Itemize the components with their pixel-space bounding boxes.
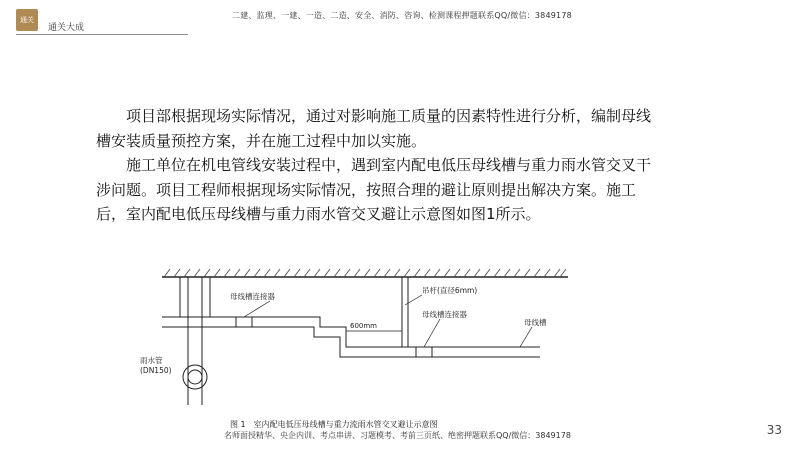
ceiling-slab [162, 269, 568, 277]
bottom-banner: 名师面授精华、央企内训、考点串讲、习题模考、考前三页纸、绝密押题联系QQ/微信：3849178 [224, 431, 571, 440]
paragraph-2: 施工单位在机电管线安装过程中，遇到室内配电低压母线槽与重力雨水管交叉干涉问题。项目工程师根据现场实际情况，按照合理的避让原则提出解决方案。施工后，室内配电低压母线槽与重力雨水管交叉避让示意图如图1所示。 [96, 156, 652, 223]
pipe-size-label: (DN150) [140, 366, 172, 375]
brand-name: 通关大成 [48, 23, 85, 33]
connector-label-right: 母线槽连接器 [422, 310, 467, 319]
busway-avoidance-diagram [140, 265, 580, 435]
header-divider [16, 34, 188, 35]
hanger-label: 吊杆(直径6mm) [422, 286, 478, 295]
leader-lines [244, 295, 532, 347]
busway-label: 母线槽 [524, 318, 547, 327]
paragraph-1: 项目部根据现场实际情况，通过对影响施工质量的因素特性进行分析，编制母线槽安装质量预控方案，并在施工过程中加以实施。 [96, 107, 652, 150]
hanger-rods [180, 277, 408, 347]
body-text [96, 104, 656, 227]
logo: 通关 [16, 9, 38, 31]
page-number: 33 [766, 423, 782, 437]
figure-caption: 图 1 室内配电低压母线槽与重力流雨水管交叉避让示意图 [230, 420, 438, 429]
top-banner: 二建、监理、一建、一造、二造、安全、消防、咨询、检测课程押题联系QQ/微信：3849178 [232, 11, 572, 20]
rainwater-pipe-section [183, 365, 207, 389]
rainwater-pipe-vertical [188, 277, 202, 405]
connector-label-left: 母线槽连接器 [230, 292, 275, 301]
pipe-label: 雨水管 [140, 356, 163, 365]
dimension-label: 600mm [350, 322, 377, 330]
